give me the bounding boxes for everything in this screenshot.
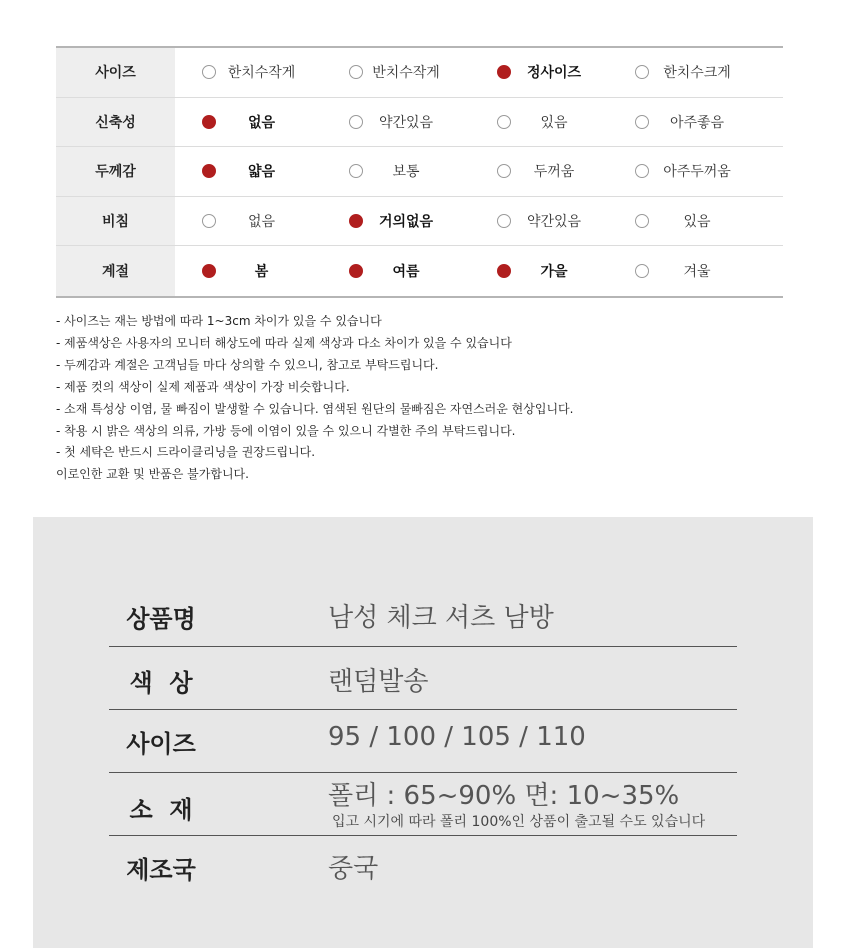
attribute-options — [175, 197, 783, 246]
empty-circle-icon — [635, 214, 649, 228]
selected-dot-icon — [349, 264, 363, 278]
attribute-options — [175, 48, 783, 97]
origin-label: 제조국 — [126, 856, 196, 884]
info-row-name — [109, 589, 737, 647]
attribute-option — [635, 98, 745, 147]
attribute-option-label: 겨울 — [683, 264, 711, 281]
notice-line: - 제품 컷의 색상이 실제 제품과 색상이 가장 비슷합니다. — [56, 379, 350, 394]
attribute-option-label: 정사이즈 — [526, 65, 582, 82]
attribute-option — [349, 98, 449, 147]
empty-circle-icon — [349, 164, 363, 178]
product-name-value: 남성 체크 셔츠 남방 — [328, 603, 554, 633]
attribute-option — [202, 147, 307, 196]
attribute-option-label: 없음 — [247, 214, 276, 231]
attribute-option — [635, 48, 745, 97]
color-value: 랜덤발송 — [328, 667, 429, 697]
empty-circle-icon — [497, 214, 511, 228]
attribute-option-label: 있음 — [683, 214, 711, 231]
info-row-origin — [109, 836, 737, 896]
info-row-size — [109, 710, 737, 773]
empty-circle-icon — [202, 214, 216, 228]
notice-line: - 착용 시 밝은 색상의 의류, 가방 등에 이염이 있을 수 있으니 각별한 주의 부탁드립니다. — [56, 423, 516, 438]
info-row-material — [109, 773, 737, 836]
attribute-option — [635, 147, 745, 196]
attribute-option-label: 아주두꺼움 — [663, 164, 731, 181]
attribute-options — [175, 147, 783, 196]
attribute-option — [202, 246, 307, 296]
notice-line: 이로인한 교환 및 반품은 불가합니다. — [56, 467, 249, 482]
attribute-option — [635, 197, 745, 246]
notice-list — [56, 311, 816, 486]
origin-value: 중국 — [328, 854, 379, 884]
selected-dot-icon — [202, 164, 216, 178]
attribute-options — [175, 246, 783, 296]
notice-line: - 제품색상은 사용자의 모니터 해상도에 따라 실제 색상과 다소 차이가 있을 수 있습니다 — [56, 335, 512, 350]
attribute-option-label: 아주좋음 — [669, 114, 725, 131]
attribute-option-label: 약간있음 — [526, 214, 582, 231]
empty-circle-icon — [349, 115, 363, 129]
size-value: 95 / 100 / 105 / 110 — [328, 722, 586, 752]
attribute-label: 비침 — [56, 197, 175, 246]
attribute-option — [202, 197, 307, 246]
selected-dot-icon — [497, 65, 511, 79]
empty-circle-icon — [202, 65, 216, 79]
attribute-option-label: 두꺼움 — [533, 164, 575, 181]
empty-circle-icon — [349, 65, 363, 79]
attribute-label: 두께감 — [56, 147, 175, 196]
attribute-option-label: 있음 — [540, 114, 568, 131]
selected-dot-icon — [202, 115, 216, 129]
material-note: 입고 시기에 따라 폴리 100%인 상품이 출고될 수도 있습니다 — [332, 814, 706, 830]
attribute-option — [349, 147, 449, 196]
attribute-row — [56, 147, 783, 197]
notice-line: - 첫 세탁은 반드시 드라이클리닝을 권장드립니다. — [56, 445, 316, 460]
attribute-option — [349, 197, 449, 246]
info-row-color — [109, 647, 737, 710]
size-label: 사이즈 — [126, 730, 196, 758]
attribute-option-label: 한치수크게 — [663, 65, 731, 82]
attribute-option-label: 약간있음 — [378, 114, 434, 131]
empty-circle-icon — [635, 164, 649, 178]
attribute-option-label: 없음 — [247, 114, 276, 131]
selected-dot-icon — [202, 264, 216, 278]
attribute-option-label: 얇음 — [247, 164, 276, 181]
attribute-option — [497, 147, 597, 196]
attribute-option — [635, 246, 745, 296]
attribute-label: 사이즈 — [56, 48, 175, 97]
selected-dot-icon — [497, 264, 511, 278]
empty-circle-icon — [497, 164, 511, 178]
attribute-option-label: 보통 — [392, 164, 420, 181]
empty-circle-icon — [497, 115, 511, 129]
selected-dot-icon — [349, 214, 363, 228]
attribute-option — [349, 246, 449, 296]
attribute-option — [349, 48, 449, 97]
attribute-row — [56, 246, 783, 296]
attribute-label: 신축성 — [56, 98, 175, 147]
notice-line: - 소재 특성상 이염, 물 빠짐이 발생할 수 있습니다. 염색된 원단의 물빠짐은 자연스러운 현상입니다. — [56, 401, 574, 416]
attribute-options — [175, 98, 783, 147]
attribute-option — [497, 48, 597, 97]
material-label: 소 재 — [129, 796, 193, 824]
empty-circle-icon — [635, 264, 649, 278]
attribute-option — [497, 98, 597, 147]
attribute-label: 계절 — [56, 246, 175, 296]
product-attribute-table — [56, 46, 783, 298]
attribute-option — [497, 246, 597, 296]
attribute-option — [202, 98, 307, 147]
attribute-row — [56, 197, 783, 247]
empty-circle-icon — [635, 65, 649, 79]
attribute-option-label: 가을 — [540, 264, 568, 281]
product-info-panel — [33, 517, 813, 948]
attribute-option-label: 반치수작게 — [372, 65, 440, 82]
notice-line: - 두께감과 계절은 고객님들 마다 상의할 수 있으니, 참고로 부탁드립니다. — [56, 357, 439, 372]
attribute-option — [497, 197, 597, 246]
attribute-option-label: 봄 — [254, 264, 269, 281]
color-label: 색 상 — [129, 669, 193, 697]
attribute-option-label: 여름 — [392, 264, 420, 281]
attribute-option-label: 거의없음 — [378, 214, 434, 231]
empty-circle-icon — [635, 115, 649, 129]
notice-line: - 사이즈는 재는 방법에 따라 1~3cm 차이가 있을 수 있습니다 — [56, 314, 382, 328]
material-value: 폴리 : 65~90% 면: 10~35% — [328, 781, 680, 811]
attribute-option — [202, 48, 307, 97]
attribute-row — [56, 98, 783, 148]
product-name-label: 상품명 — [126, 605, 196, 633]
attribute-row — [56, 48, 783, 98]
attribute-option-label: 한치수작게 — [227, 65, 296, 82]
